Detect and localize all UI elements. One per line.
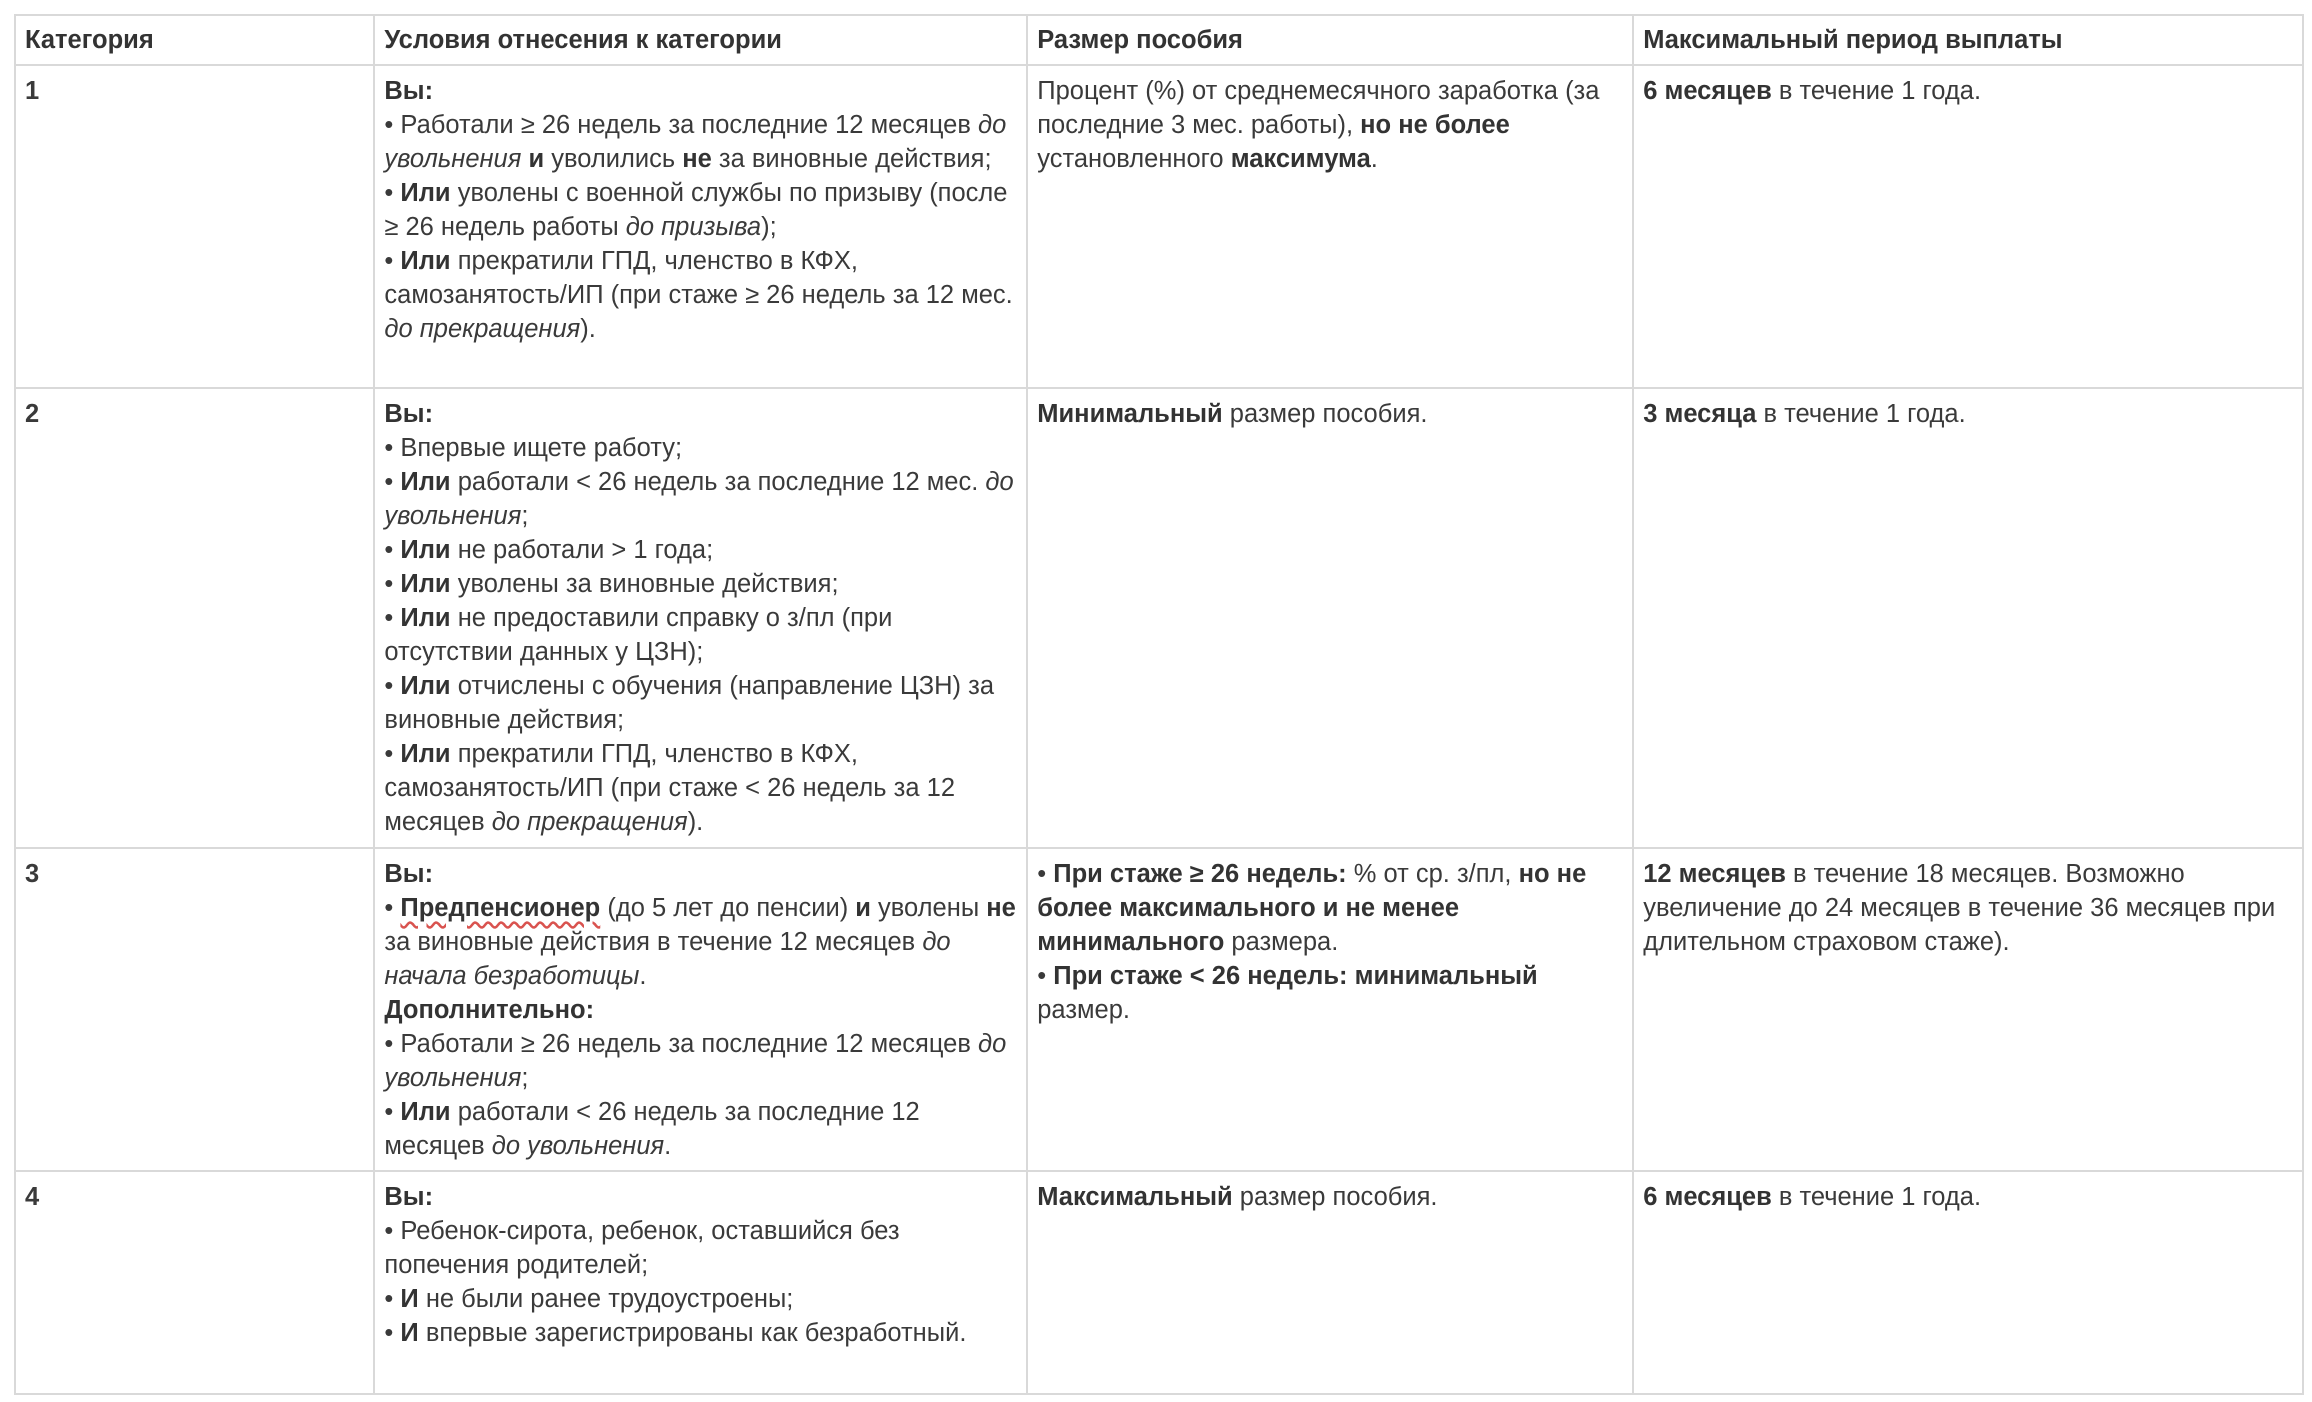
- text-run: впервые зарегистрированы как безработный.: [418, 1319, 967, 1347]
- text-line: [1037, 857, 1623, 959]
- text-run: .: [639, 962, 647, 990]
- text-line: [384, 465, 1017, 533]
- text-run: не были ранее трудоустроены;: [418, 1285, 794, 1313]
- text-run: работали < 26 недель за последние 12 месяцев: [384, 1098, 920, 1160]
- text-line: [384, 108, 1017, 176]
- conditions-cell: [373, 66, 1026, 387]
- text-run: •: [384, 604, 401, 632]
- bold-text: 6 месяцев: [1643, 77, 1772, 105]
- text-line: [384, 533, 1017, 567]
- text-run: размер пособия.: [1222, 400, 1428, 428]
- text-line: [384, 74, 1017, 108]
- bold-text: При стаже ≥ 26 недель:: [1053, 860, 1347, 888]
- table-row: [16, 387, 2302, 847]
- text-line: [1037, 74, 1623, 176]
- text-run: ).: [687, 808, 704, 836]
- bold-text: 12 месяцев: [1643, 860, 1786, 888]
- text-run: •: [384, 247, 401, 275]
- text-run: % от ср. з/пл,: [1346, 860, 1519, 888]
- bold-text: 6 месяцев: [1643, 1183, 1772, 1211]
- text-run: • Ребенок-сирота, ребенок, оставшийся без попечения родителей;: [384, 1217, 900, 1279]
- text-line: [1643, 74, 2293, 108]
- bold-text: Или: [400, 740, 451, 768]
- category-number: 4: [25, 1183, 40, 1211]
- bold-text: максимума: [1230, 145, 1371, 173]
- bold-text: и: [855, 894, 871, 922]
- conditions-cell: [373, 1172, 1026, 1393]
- italic-text: до увольнения: [384, 1030, 1007, 1092]
- bold-text: Вы:: [384, 400, 434, 428]
- text-run: •: [384, 672, 401, 700]
- bold-text: При стаже < 26 недель: минимальный: [1053, 962, 1538, 990]
- bold-text: Или: [400, 468, 451, 496]
- bold-text: И: [400, 1285, 419, 1313]
- header-benefit-size: Размер пособия: [1026, 16, 1632, 64]
- bold-text: Или: [400, 570, 451, 598]
- table-row: [16, 64, 2302, 387]
- text-run: за виновные действия в течение 12 месяцев: [384, 928, 923, 956]
- bold-text: Вы:: [384, 77, 434, 105]
- text-run: ;: [521, 1064, 529, 1092]
- text-line: [384, 737, 1017, 839]
- category-number: 1: [25, 77, 40, 105]
- text-run: размер пособия.: [1232, 1183, 1438, 1211]
- text-line: [1037, 397, 1623, 431]
- text-run: уволены с военной службы по призыву (после ≥ 26 недель работы: [384, 179, 1008, 241]
- text-run: за виновные действия;: [711, 145, 992, 173]
- italic-text: до призыва: [625, 213, 762, 241]
- bold-text: 3 месяца: [1643, 400, 1757, 428]
- benefit-cell: [1026, 1172, 1632, 1393]
- bold-text: Или: [400, 247, 451, 275]
- bold-text: Вы:: [384, 1183, 434, 1211]
- bold-text: Дополнительно:: [384, 996, 595, 1024]
- bold-text: И: [400, 1319, 419, 1347]
- text-run: размера.: [1224, 928, 1339, 956]
- bold-text: и: [528, 145, 545, 173]
- text-run: •: [384, 179, 401, 207]
- period-cell: [1632, 389, 2302, 847]
- text-run: ).: [580, 315, 596, 343]
- italic-text: до прекращения: [384, 315, 581, 343]
- text-run: не предоставили справку о з/пл (при отсутствии данных у ЦЗН);: [384, 604, 893, 666]
- text-line: [384, 1282, 1017, 1316]
- text-line: [384, 1027, 1017, 1095]
- text-run: •: [384, 1285, 401, 1313]
- benefit-cell: [1026, 849, 1632, 1170]
- text-line: [1643, 397, 2293, 431]
- text-run: размер.: [1037, 996, 1130, 1024]
- text-line: [384, 601, 1017, 669]
- header-max-period: Максимальный период выплаты: [1632, 16, 2302, 64]
- text-run: •: [384, 1098, 401, 1126]
- text-run: в течение 1 года.: [1771, 77, 1982, 105]
- period-cell: [1632, 66, 2302, 387]
- text-line: [384, 891, 1017, 993]
- text-run: •: [384, 570, 401, 598]
- text-run: уволились: [544, 145, 683, 173]
- italic-text: до увольнения: [491, 1132, 665, 1160]
- text-run: ;: [521, 502, 529, 530]
- text-line: [384, 244, 1017, 346]
- text-line: [384, 1214, 1017, 1282]
- header-category: Категория: [25, 26, 154, 54]
- italic-text: до начала безработицы: [384, 928, 951, 990]
- bold-text: Минимальный: [1037, 400, 1223, 428]
- text-run: отчислены с обучения (направление ЦЗН) за виновные действия;: [384, 672, 995, 734]
- italic-text: до прекращения: [491, 808, 688, 836]
- text-run: • Работали ≥ 26 недель за последние 12 месяцев: [384, 1030, 978, 1058]
- text-line: [384, 857, 1017, 891]
- text-line: [384, 567, 1017, 601]
- period-cell: [1632, 1172, 2302, 1393]
- italic-text: до увольнения: [384, 111, 1007, 173]
- text-line: [384, 176, 1017, 244]
- text-run: уволены: [870, 894, 987, 922]
- text-run: •: [384, 536, 401, 564]
- bold-text: Предпенсионер: [400, 894, 601, 922]
- text-run: прекратили ГПД, членство в КФХ, самозанятость/ИП (при стаже < 26 недель за 12 месяцев: [384, 740, 956, 836]
- text-line: [1037, 959, 1623, 1027]
- text-run: •: [1037, 962, 1054, 990]
- bold-text: не: [682, 145, 712, 173]
- text-line: [1643, 857, 2293, 959]
- text-line: [384, 1316, 1017, 1350]
- text-line: [1037, 1180, 1623, 1214]
- text-line: [384, 397, 1017, 431]
- text-run: • Впервые ищете работу;: [384, 434, 683, 462]
- header-conditions: Условия отнесения к категории: [373, 16, 1026, 64]
- text-run: (до 5 лет до пенсии): [600, 894, 856, 922]
- text-run: в течение 1 года.: [1756, 400, 1966, 428]
- bold-text: Или: [400, 536, 451, 564]
- text-run: Процент (%) от среднемесячного заработка (за последние 3 мес. работы),: [1037, 77, 1600, 139]
- bold-text: не: [986, 894, 1016, 922]
- text-run: уволены за виновные действия;: [450, 570, 839, 598]
- benefits-table: [14, 14, 2304, 1395]
- text-run: .: [1370, 145, 1378, 173]
- bold-text: Максимальный: [1037, 1183, 1233, 1211]
- text-run: •: [384, 1319, 401, 1347]
- text-run: прекратили ГПД, членство в КФХ, самозанятость/ИП (при стаже ≥ 26 недель за 12 мес.: [384, 247, 1013, 309]
- text-line: [384, 431, 1017, 465]
- text-line: [384, 669, 1017, 737]
- benefit-cell: [1026, 389, 1632, 847]
- text-run: •: [384, 468, 401, 496]
- bold-text: Или: [400, 1098, 451, 1126]
- text-run: в течение 18 месяцев. Возможно увеличение до 24 месяцев в течение 36 месяцев при длительном страховом стаже).: [1643, 860, 2276, 956]
- text-run: работали < 26 недель за последние 12 мес.: [450, 468, 986, 496]
- bold-text: Или: [400, 672, 451, 700]
- text-line: [384, 1180, 1017, 1214]
- text-run: в течение 1 года.: [1771, 1183, 1982, 1211]
- table-header-row: [16, 16, 2302, 64]
- category-number: 3: [25, 860, 40, 888]
- table-row: [16, 1170, 2302, 1393]
- bold-text: Вы:: [384, 860, 434, 888]
- text-run: • Работали ≥ 26 недель за последние 12 месяцев: [384, 111, 978, 139]
- bold-text: но не более максимального и не менее минимального: [1037, 860, 1587, 956]
- text-run: •: [384, 894, 401, 922]
- text-run: не работали > 1 года;: [450, 536, 714, 564]
- conditions-cell: [373, 389, 1026, 847]
- period-cell: [1632, 849, 2302, 1170]
- text-run: установленного: [1037, 145, 1231, 173]
- bold-text: Или: [400, 604, 451, 632]
- bold-text: Или: [400, 179, 451, 207]
- conditions-cell: [373, 849, 1026, 1170]
- text-line: [384, 993, 1017, 1027]
- text-run: .: [664, 1132, 672, 1160]
- text-line: [1643, 1180, 2293, 1214]
- benefit-cell: [1026, 66, 1632, 387]
- text-run: •: [1037, 860, 1054, 888]
- category-number: 2: [25, 400, 40, 428]
- bold-text: но не более: [1360, 111, 1510, 139]
- text-line: [384, 1095, 1017, 1163]
- italic-text: до увольнения: [384, 468, 1014, 530]
- text-run: •: [384, 740, 401, 768]
- text-run: );: [761, 213, 777, 241]
- table-row: [16, 847, 2302, 1170]
